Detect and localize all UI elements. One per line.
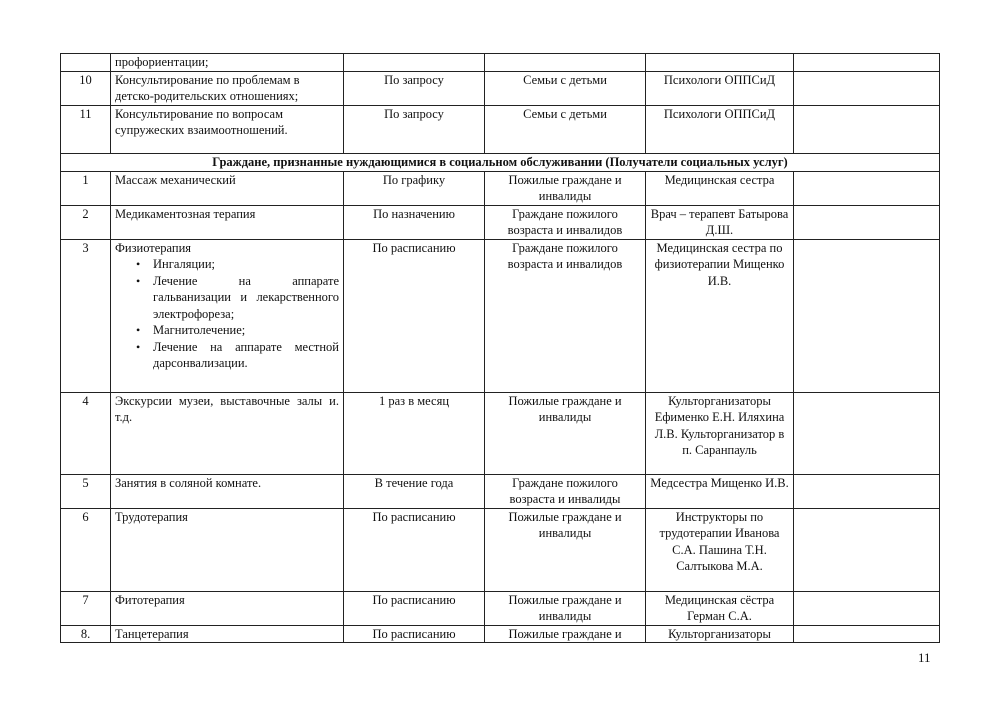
- service-cell: профориентации;: [111, 54, 344, 72]
- service-cell: Занятия в соляной комнате.: [111, 474, 344, 508]
- row-number: 5: [61, 474, 111, 508]
- list-item: • Лечение на аппарате гальванизации и лекарственного электрофореза;: [153, 273, 339, 323]
- table-row: [61, 239, 940, 392]
- service-cell: Медикаментозная терапия: [111, 205, 344, 239]
- services-table: [60, 53, 940, 643]
- recipients-cell: Граждане пожилого возраста и инвалиды: [485, 474, 646, 508]
- executor-cell: Культорганизаторы Ефименко Е.Н. Иляхина Л.В. Культорганизатор в п. Саранпауль: [646, 392, 794, 474]
- table-row: [61, 625, 940, 643]
- note-cell: [794, 392, 940, 474]
- note-cell: [794, 105, 940, 153]
- table-row: [61, 171, 940, 205]
- recipients-cell: Граждане пожилого возраста и инвалидов: [485, 239, 646, 392]
- executor-cell: Культорганизаторы: [646, 625, 794, 643]
- schedule-cell: По назначению: [344, 205, 485, 239]
- executor-cell: Психологи ОППСиД: [646, 105, 794, 153]
- list-item: • Магнитолечение;: [153, 322, 339, 339]
- note-cell: [794, 239, 940, 392]
- note-cell: [794, 474, 940, 508]
- table-row: [61, 392, 940, 474]
- executor-cell: Врач – терапевт Батырова Д.Ш.: [646, 205, 794, 239]
- list-item: • Ингаляции;: [153, 256, 339, 273]
- section-title: Граждане, признанные нуждающимися в социальном обслуживании (Получатели социальных услуг): [61, 153, 940, 171]
- table-row: [61, 71, 940, 105]
- schedule-cell: По запросу: [344, 71, 485, 105]
- section-header-row: [61, 153, 940, 171]
- executor-cell: Медсестра Мищенко И.В.: [646, 474, 794, 508]
- note-cell: [794, 54, 940, 72]
- note-cell: [794, 625, 940, 643]
- row-number: 2: [61, 205, 111, 239]
- page-number: 11: [918, 650, 931, 665]
- schedule-cell: По запросу: [344, 105, 485, 153]
- schedule-cell: По расписанию: [344, 239, 485, 392]
- row-number: 7: [61, 591, 111, 625]
- table-row: [61, 205, 940, 239]
- row-number: 6: [61, 508, 111, 591]
- schedule-cell: [344, 54, 485, 72]
- service-cell: Экскурсии музеи, выставочные залы и. т.д.: [111, 392, 344, 474]
- note-cell: [794, 171, 940, 205]
- schedule-cell: 1 раз в месяц: [344, 392, 485, 474]
- row-number: [61, 54, 111, 72]
- service-cell: Фитотерапия: [111, 591, 344, 625]
- table-row: [61, 508, 940, 591]
- executor-cell: Медицинская сёстра Герман С.А.: [646, 591, 794, 625]
- note-cell: [794, 591, 940, 625]
- table-row: [61, 54, 940, 72]
- row-number: 10: [61, 71, 111, 105]
- executor-cell: Инструкторы по трудотерапии Иванова С.А. Пашина Т.Н. Салтыкова М.А.: [646, 508, 794, 591]
- note-cell: [794, 71, 940, 105]
- schedule-cell: По расписанию: [344, 625, 485, 643]
- row-number: 3: [61, 239, 111, 392]
- recipients-cell: Пожилые граждане и: [485, 625, 646, 643]
- row-number: 1: [61, 171, 111, 205]
- schedule-cell: По расписанию: [344, 591, 485, 625]
- recipients-cell: Пожилые граждане и инвалиды: [485, 591, 646, 625]
- service-cell: Массаж механический: [111, 171, 344, 205]
- service-title: Физиотерапия: [115, 240, 192, 255]
- table-row: [61, 591, 940, 625]
- service-cell: [111, 239, 344, 392]
- service-cell: Танцетерапия: [111, 625, 344, 643]
- recipients-cell: Пожилые граждане и инвалиды: [485, 392, 646, 474]
- service-cell: Трудотерапия: [111, 508, 344, 591]
- note-cell: [794, 508, 940, 591]
- row-number: 8.: [61, 625, 111, 643]
- schedule-cell: По расписанию: [344, 508, 485, 591]
- recipients-cell: Пожилые граждане и инвалиды: [485, 171, 646, 205]
- service-cell: Консультирование по вопросам супружеских взаимоотношений.: [111, 105, 344, 153]
- schedule-cell: В течение года: [344, 474, 485, 508]
- recipients-cell: Семьи с детьми: [485, 71, 646, 105]
- executor-cell: Психологи ОППСиД: [646, 71, 794, 105]
- row-number: 11: [61, 105, 111, 153]
- note-cell: [794, 205, 940, 239]
- recipients-cell: Пожилые граждане и инвалиды: [485, 508, 646, 591]
- table-row: [61, 474, 940, 508]
- recipients-cell: Граждане пожилого возраста и инвалидов: [485, 205, 646, 239]
- table-row: [61, 105, 940, 153]
- executor-cell: [646, 54, 794, 72]
- executor-cell: Медицинская сестра: [646, 171, 794, 205]
- list-item: • Лечение на аппарате местной дарсонвализации.: [153, 339, 339, 372]
- sub-item-list: [115, 256, 339, 372]
- row-number: 4: [61, 392, 111, 474]
- executor-cell: Медицинская сестра по физиотерапии Мищенко И.В.: [646, 239, 794, 392]
- service-cell: Консультирование по проблемам в детско-родительских отношениях;: [111, 71, 344, 105]
- recipients-cell: Семьи с детьми: [485, 105, 646, 153]
- recipients-cell: [485, 54, 646, 72]
- schedule-cell: По графику: [344, 171, 485, 205]
